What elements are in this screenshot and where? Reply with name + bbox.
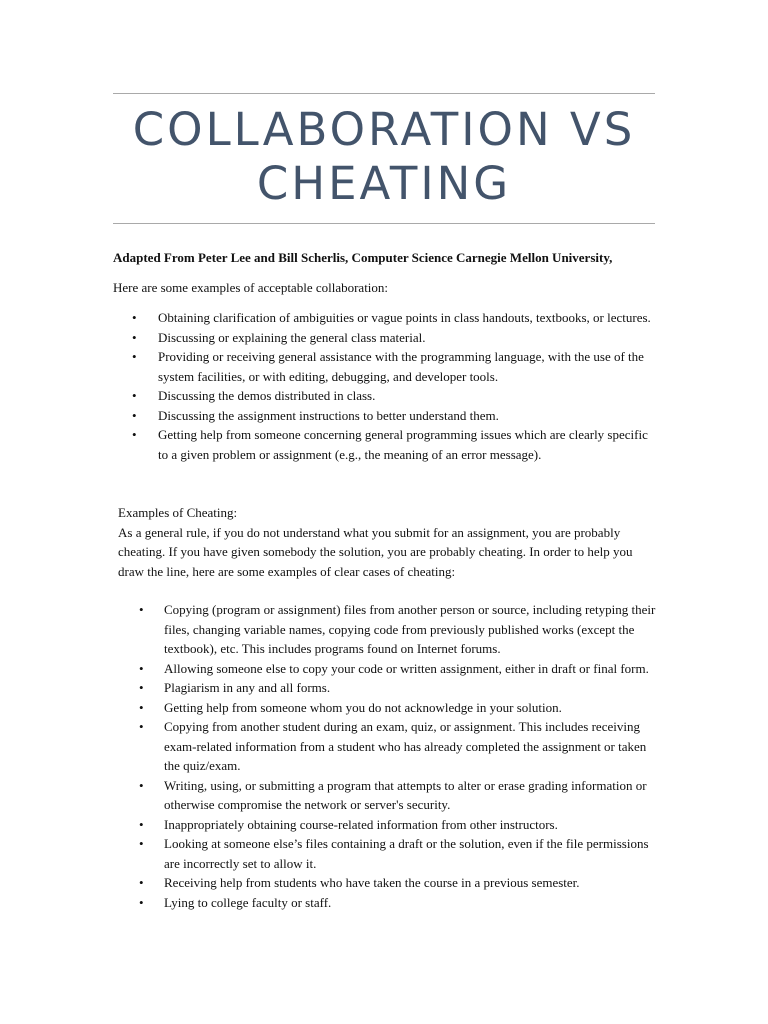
acceptable-collaboration-list — [113, 308, 658, 464]
list-item: • Copying (program or assignment) files from another person or source, including retyping their files, changing variable names, copying code from previously published works (except the textbook), etc. This includes programs found on Internet forums. — [118, 600, 658, 659]
cheating-heading: Examples of Cheating: — [118, 505, 238, 520]
list-item: • Discussing or explaining the general class material. — [113, 328, 658, 348]
list-item: • Writing, using, or submitting a program that attempts to alter or erase grading information or otherwise compromise the network or server's security. — [118, 776, 658, 815]
title-bottom-rule — [113, 223, 655, 224]
cheating-examples-list — [118, 600, 658, 912]
document-title — [113, 103, 655, 211]
list-item: • Getting help from someone whom you do not acknowledge in your solution. — [118, 698, 658, 718]
list-item: • Lying to college faculty or staff. — [118, 893, 658, 913]
attribution: Adapted From Peter Lee and Bill Scherlis, Computer Science Carnegie Mellon University, — [113, 250, 613, 265]
cheating-paragraph: As a general rule, if you do not understand what you submit for an assignment, you are probably cheating. If you have given somebody the solution, you are probably cheating. In order to help you draw the line, here are some examples of clear cases of cheating: — [118, 524, 633, 579]
list-item: • Looking at someone else’s files containing a draft or the solution, even if the file permissions are incorrectly set to allow it. — [118, 834, 658, 873]
list-item: • Copying from another student during an exam, quiz, or assignment. This includes receiving exam-related information from a student who has already completed the assignment or taken the quiz/exam. — [118, 717, 658, 776]
cheating-section — [118, 503, 658, 581]
list-item: • Plagiarism in any and all forms. — [118, 678, 658, 698]
list-item: • Getting help from someone concerning general programming issues which are clearly specific to a given problem or assignment (e.g., the meaning of an error message). — [113, 425, 658, 464]
list-item: • Providing or receiving general assistance with the programming language, with the use of the system facilities, or with editing, debugging, and developer tools. — [113, 347, 658, 386]
list-item: • Inappropriately obtaining course-related information from other instructors. — [118, 815, 658, 835]
acceptable-intro: Here are some examples of acceptable collaboration: — [113, 280, 389, 295]
list-item: • Discussing the assignment instructions to better understand them. — [113, 406, 658, 426]
list-item: • Obtaining clarification of ambiguities or vague points in class handouts, textbooks, or lectures. — [113, 308, 658, 328]
list-item: • Receiving help from students who have taken the course in a previous semester. — [118, 873, 658, 893]
list-item: • Allowing someone else to copy your code or written assignment, either in draft or final form. — [118, 659, 658, 679]
document-title-line-2: CHEATING — [256, 157, 512, 210]
document-title-line-1: COLLABORATION VS — [132, 103, 636, 156]
list-item: • Discussing the demos distributed in class. — [113, 386, 658, 406]
title-top-rule — [113, 93, 655, 94]
